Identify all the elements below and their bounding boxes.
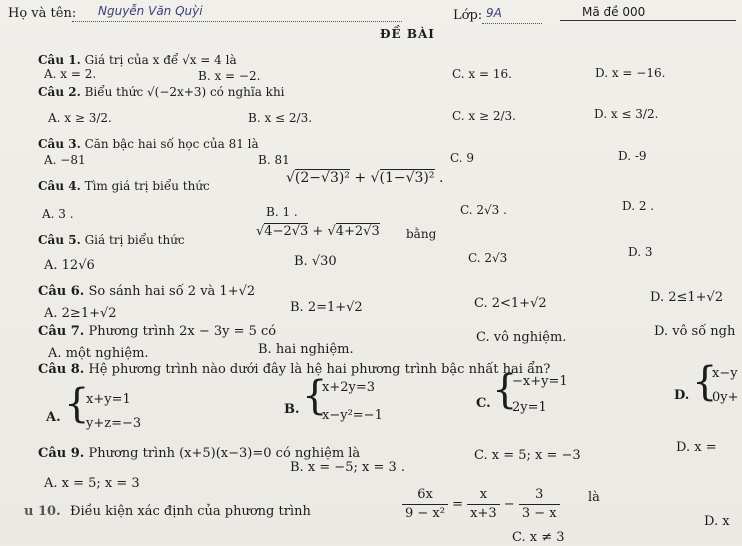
q5-label: Câu 5.: [38, 233, 81, 247]
q5-option-b: B. √30: [294, 254, 337, 269]
q7-option-c: C. vô nghiệm.: [476, 330, 567, 345]
q9-option-c: C. x = 5; x = −3: [474, 448, 581, 463]
q1-label: Câu 1.: [38, 53, 81, 67]
q7-label: Câu 7.: [38, 324, 85, 339]
q8-option-c-eq2: 2y=1: [512, 400, 547, 415]
q5-option-c: C. 2√3: [468, 251, 508, 265]
q8-option-b-eq1: x+2y=3: [322, 380, 376, 395]
q10-option-c: C. x ≠ 3: [512, 530, 565, 545]
q9-option-d: D. x =: [676, 440, 717, 455]
q8-option-a-eq1: x+y=1: [86, 392, 131, 407]
q3-text: Căn bậc hai số học của 81 là: [84, 137, 259, 151]
student-name: Nguyễn Văn Quỳi: [98, 4, 203, 18]
q7-option-d: D. vô số ngh: [654, 324, 736, 339]
class-value: 9A: [486, 6, 502, 20]
q4-expression: √(2−√3)² + √(1−√3)² .: [286, 170, 444, 186]
q9-option-b: B. x = −5; x = 3 .: [290, 460, 406, 475]
q8-option-a-eq2: y+z=−3: [86, 416, 142, 431]
q2-stem: [38, 84, 285, 100]
q7-option-a: A. một nghiệm.: [48, 346, 149, 361]
q9-text: Phương trình (x+5)(x−3)=0 có nghiệm là: [88, 446, 361, 461]
q9-option-a: A. x = 5; x = 3: [44, 476, 140, 491]
q3-option-b: B. 81: [258, 153, 290, 167]
class-label: Lớp:: [453, 8, 483, 23]
q7-text: Phương trình 2x − 3y = 5 có: [88, 324, 277, 339]
q10-text: Điều kiện xác định của phương trình: [70, 504, 311, 519]
q1-option-d: D. x = −16.: [595, 66, 666, 80]
q3-stem: [38, 136, 259, 152]
q2-text: Biểu thức √(−2x+3) có nghĩa khi: [84, 85, 285, 99]
q4-text: Tìm giá trị biểu thức: [84, 179, 210, 193]
q2-option-a: A. x ≥ 3/2.: [48, 111, 112, 125]
class-line: [482, 8, 542, 24]
q4-option-b: B. 1 .: [266, 205, 298, 219]
q3-option-a: A. −81: [44, 153, 86, 167]
q8-option-c-brace: {: [492, 367, 518, 413]
q5-tail: bằng: [406, 227, 437, 241]
q8-option-c-label: C.: [476, 396, 491, 411]
q1-option-b: B. x = −2.: [198, 69, 261, 83]
q1-option-c: C. x = 16.: [452, 67, 512, 81]
q8-option-d-eq2: 0y+: [712, 390, 739, 405]
q8-option-c-eq1: −x+y=1: [512, 374, 568, 389]
q3-label: Câu 3.: [38, 137, 81, 151]
q5-stem: [38, 232, 185, 248]
q8-option-a-label: A.: [46, 410, 61, 425]
q8-text: Hệ phương trình nào dưới đây là hệ hai phương trình bậc nhất hai ẩn?: [88, 362, 551, 377]
q8-option-d-brace: {: [692, 359, 718, 405]
q8-option-b-eq2: x−y²=−1: [322, 408, 383, 423]
exam-code: Mã đề 000: [582, 5, 646, 19]
q2-option-c: C. x ≥ 2/3.: [452, 109, 516, 123]
q3-option-d: D. -9: [618, 149, 647, 163]
q1-option-a: A. x = 2.: [44, 67, 97, 81]
header-rule: [560, 20, 736, 21]
name-label: Họ và tên:: [8, 6, 77, 21]
q8-option-d-eq1: x−y: [712, 366, 738, 381]
q10-equation: $\frac{6x}{\text{9 − x²}}$ = $\frac{x}{x+3}$ − $\frac{3}{3 - x}$: [402, 486, 560, 523]
q4-stem: [38, 178, 210, 194]
q5-option-a: A. 12√6: [44, 258, 95, 273]
q8-option-d-label: D.: [674, 388, 690, 403]
q2-label: Câu 2.: [38, 85, 81, 99]
q7-stem: [38, 324, 276, 340]
q6-option-d: D. 2≤1+√2: [650, 290, 724, 305]
q2-option-b: B. x ≤ 2/3.: [248, 111, 313, 125]
q10-label: u 10.: [24, 504, 61, 519]
q4-label: Câu 4.: [38, 179, 81, 193]
q2-option-d: D. x ≤ 3/2.: [594, 107, 659, 121]
q8-option-a-brace: {: [64, 381, 90, 427]
q5-expression: √4−2√3 + √4+2√3: [256, 224, 380, 239]
q3-option-c: C. 9: [450, 151, 475, 165]
q1-text: Giá trị của x để √x = 4 là: [84, 53, 237, 67]
q6-label: Câu 6.: [38, 284, 85, 299]
q5-option-d: D. 3: [628, 245, 653, 259]
q8-option-b-brace: {: [302, 373, 328, 419]
q7-option-b: B. hai nghiệm.: [258, 342, 354, 357]
q6-option-c: C. 2<1+√2: [474, 296, 547, 311]
q6-text: So sánh hai số 2 và 1+√2: [88, 284, 256, 299]
q6-option-b: B. 2=1+√2: [290, 300, 363, 315]
q8-stem: [38, 362, 550, 378]
q5-text: Giá trị biểu thức: [84, 233, 185, 247]
q6-option-a: A. 2≥1+√2: [44, 306, 117, 321]
q4-option-c: C. 2√3 .: [460, 203, 507, 217]
q10-option-d: D. x: [704, 514, 730, 529]
q4-option-d: D. 2 .: [622, 199, 655, 213]
q8-label: Câu 8.: [38, 362, 85, 377]
q8-option-b-label: B.: [284, 402, 300, 417]
q9-label: Câu 9.: [38, 446, 85, 461]
page-title: ĐỀ BÀI: [380, 27, 435, 41]
q10-tail: là: [588, 490, 600, 505]
q4-option-a: A. 3 .: [42, 207, 74, 221]
q6-stem: [38, 284, 255, 300]
